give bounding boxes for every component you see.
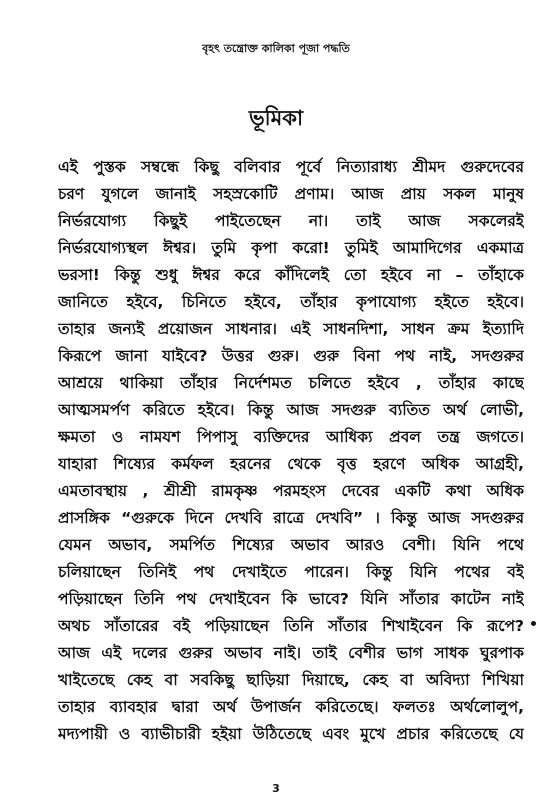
text-line: আজ এই দলের গুরুর অভাব নাই। তাই বেশীর ভাগ সাধক ঘুরপাক xyxy=(58,644,524,662)
text-line: ভরসা! কিন্তু শুধু ঈশ্বর করে কাঁদিলেই তো হইবে না – তাঁহাকে xyxy=(58,266,524,284)
text-line: চরণ যুগলে জানাই সহস্রকোটি প্রণাম। আজ প্রায় সকল মানুষ xyxy=(58,185,524,203)
text-line: এই পুস্তক সম্বন্ধে কিছু বলিবার পূর্বে নিত্যারাধ্য শ্রীমদ গুরুদেবের xyxy=(58,158,524,176)
text-line: তাহার জন্যই প্রয়োজন সাধনার। এই সাধনদিশা, সাধন ক্রম ইত্যাদি xyxy=(58,320,524,338)
text-line: পড়িয়াছেন তিনি পথ দেখাইবেন কি ভাবে? যিনি সাঁতার কাটেন নাই xyxy=(58,590,524,608)
text-line: মদ্যপায়ী ও ব্যাভীচারী হইয়া উঠিতেছে এবং মুখে প্রচার করিতেছে যে xyxy=(58,725,524,743)
text-line: যাহারা শিষ্যের কর্মফল হরনের থেকে বৃত্ত হরণে অধিক আগ্রহী, xyxy=(58,455,524,473)
text-line: তাহার ব্যাবহার দ্বারা অর্থ উপার্জন করিতেছে। ফলতঃ অর্থলোলুপ, xyxy=(58,698,524,716)
text-line: জানিতে হইবে, চিনিতে হইবে, তাঁহার কৃপাযোগ্য হইতে হইবে। xyxy=(58,293,524,311)
text-line: প্রাসঙ্গিক “গুরুকে দিনে দেখবি রাত্রে দেখবি” । কিন্তু আজ সদগুরুর xyxy=(58,509,524,527)
text-line: আত্মসমর্পণ করিতে হইবে। কিন্তু আজ সদগুরু ব্যতিত অর্থ লোভী, xyxy=(58,401,524,419)
text-line: অথচ সাঁতারের বই পড়িয়াছেন তিনি সাঁতার শিখাইবেন কি রূপে? xyxy=(58,617,524,635)
text-line: নির্ভরযোগ্যস্থল ঈশ্বর। তুমি কৃপা করো! তুমিই আমাদিগের একমাত্র xyxy=(58,239,524,257)
text-line: নির্ভরযোগ্য কিছুই পাইতেছেন না। তাই আজ সকলেরই xyxy=(58,212,524,230)
running-header: বৃহৎ তন্ত্রোক্ত কালিকা পূজা পদ্ধতি xyxy=(202,42,350,55)
text-line: যেমন অভাব, সমর্পিত শিষ্যের অভাব আরও বেশী। যিনি পথে xyxy=(58,536,524,554)
page-number: 3 xyxy=(272,782,280,795)
text-line: ক্ষমতা ও নামযশ পিপাসু ব্যক্তিদের আধিক্য প্রবল তন্ত্র জগতে। xyxy=(58,428,524,446)
text-line: আশ্রয়ে থাকিয়া তাঁহার নির্দেশমত চলিতে হইবে , তাঁহার কাছে xyxy=(58,374,524,392)
margin-dot xyxy=(531,621,536,626)
body-text xyxy=(58,154,524,748)
text-line: খাইতেছে কেহ বা সবকিছু ছাড়িয়া দিয়াছে, কেহ বা অবিদ্যা শিখিয়া xyxy=(58,671,524,689)
text-line: চলিয়াছেন তিনিই পথ দেখাইতে পারেন। কিন্তু যিনি পথের বই xyxy=(58,563,524,581)
section-heading: ভূমিকা xyxy=(248,106,304,130)
text-line: এমতাবস্থায় , শ্রীশ্রী রামকৃষ্ণ পরমহংস দেবের একটি কথা অধিক xyxy=(58,482,524,500)
text-line: কিরূপে জানা যাইবে? উত্তর গুরু। গুরু বিনা পথ নাই, সদগুরুর xyxy=(58,347,524,365)
